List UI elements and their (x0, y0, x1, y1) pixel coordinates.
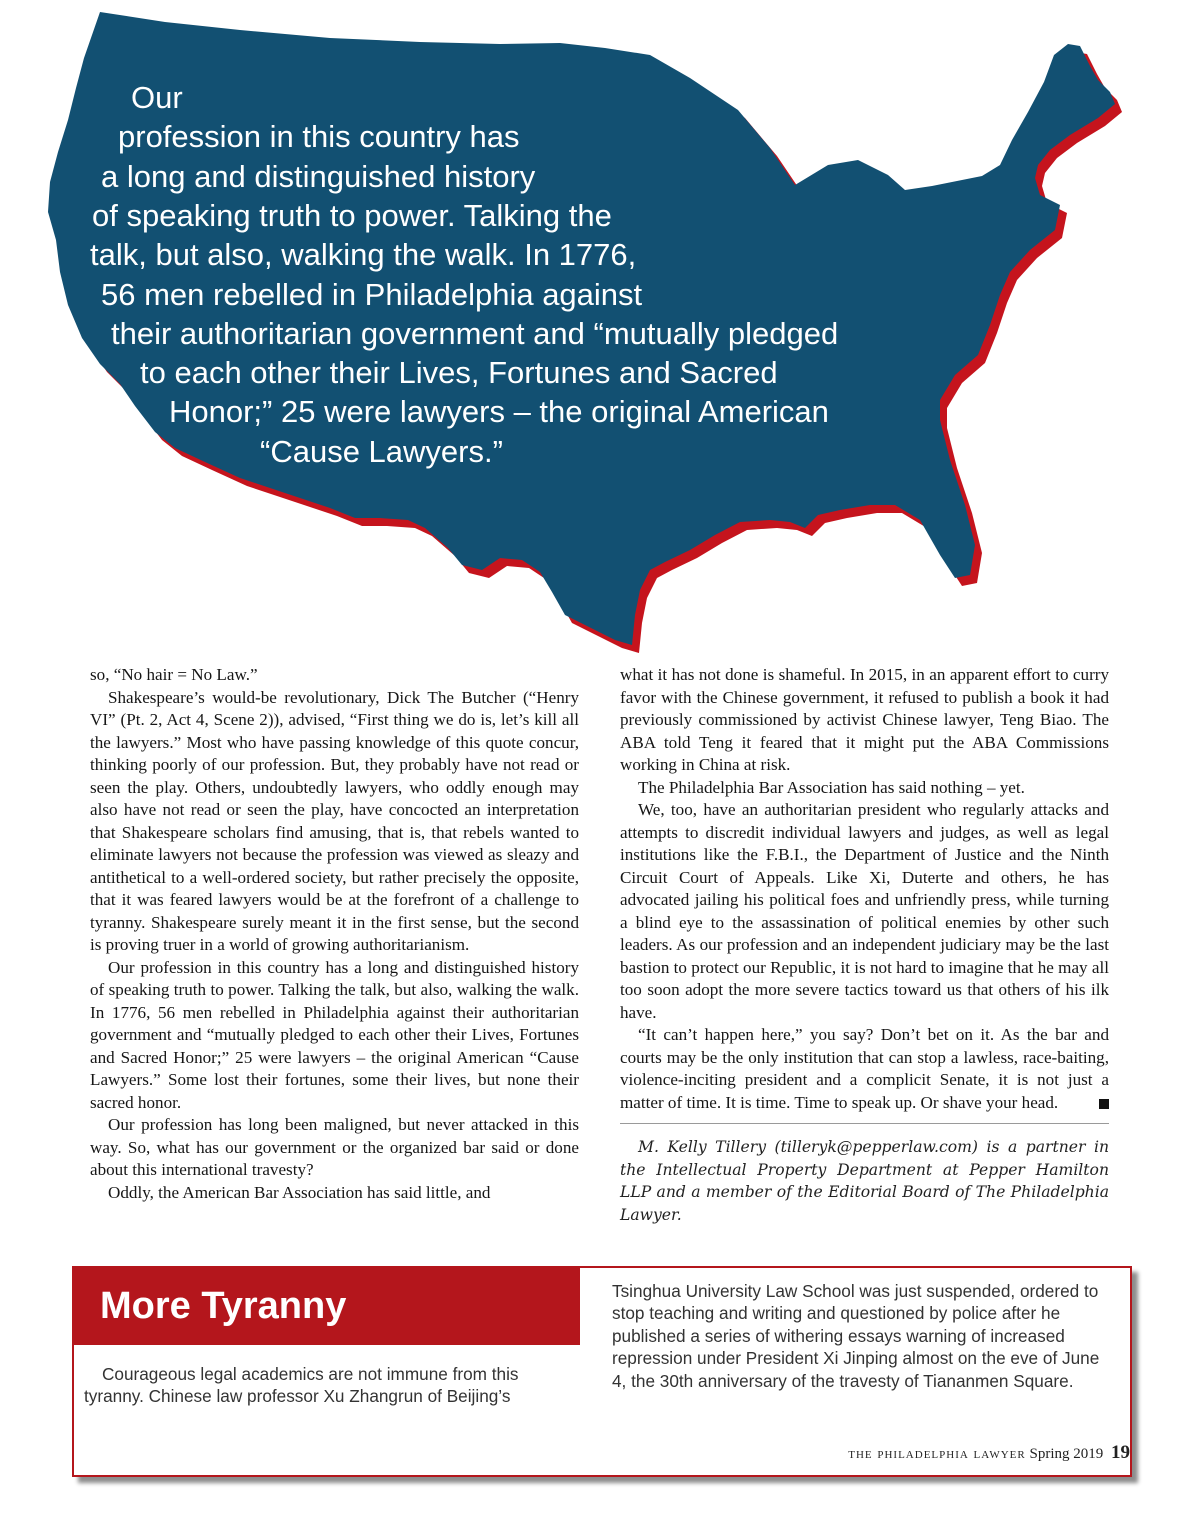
final-paragraph (620, 1024, 1109, 1114)
publication-name: the philadelphia lawyer (848, 1446, 1026, 1462)
end-mark-icon (1099, 1099, 1109, 1109)
pull-quote-line: their authoritarian government and “mutually pledged (111, 316, 839, 351)
author-bio: M. Kelly Tillery (tilleryk@pepperlaw.com) is a partner in the Intellectual Property Department at Pepper Hamilton LLP and a member of the Editorial Board of The Philadelphia Lawyer. (620, 1138, 1109, 1224)
sidebar-text-left: Courageous legal academics are not immune from this tyranny. Chinese law professor Xu Zhangrun of Beijing’s (84, 1364, 519, 1407)
body-paragraph: Our profession in this country has a long and distinguished history of speaking truth to power. Talking the talk, but also, walking the walk. In 1776, 56 men rebelled in Philadelphia against their authoritarian government and “mutually pledged to each other their Lives, Fortunes and Sacred Honor;” 25 were lawyers – the original American “Cause Lawyers.” Some lost their fortunes, some their lives, but none their sacred honor. (90, 957, 579, 1112)
body-paragraph: We, too, have an authoritarian president who regularly attacks and attempts to discredit individual lawyers and judges, as well as legal institutions like the F.B.I., the Department of Justice and the Ninth Circuit Court of Appeals. Like Xi, Duterte and others, he has advocated jailing his political foes and unfriendly press, while turning a blind eye to the assassination of political enemies by other such leaders. As our profession and an independent judiciary may be the last bastion to protect our Republic, it is not hard to imagine that he may all too soon adopt the more severe tactics toward us that others of his ilk have. (620, 800, 1109, 1022)
body-paragraph-text: “It can’t happen here,” you say? Don’t bet on it. As the bar and courts may be the only institution that can stop a lawless, race-baiting, violence-inciting president and a complicit Senate, it is not just a matter of time. It is time. Time to speak up. Or shave your head. (620, 1025, 1109, 1112)
pull-quote-line: “Cause Lawyers.” (260, 434, 503, 469)
issue-label: Spring 2019 (1029, 1446, 1104, 1462)
pull-quote-line: Our (131, 80, 183, 115)
pull-quote-line: a long and distinguished history (101, 159, 536, 194)
body-paragraph: Shakespeare’s would-be revolutionary, Dick The Butcher (“Henry VI” (Pt. 2, Act 4, Scene 2)), advised, “First thing we do is, let’s kill all the lawyers.” Most who have passing knowledge of this quote concur, thinking poorly of our profession. But, they probably have not read or seen the play. Others, undoubtedly lawyers, who oddly enough may also have not read or seen the play, have concocted an interpretation that Shakespeare scholars find amusing, that is, that rebels wanted to eliminate lawyers not because the profession was viewed as sleazy and antithetical to a well-ordered society, but rather precisely the opposite, that it was feared lawyers would be at the forefront of a challenge to tyranny. Shakespeare surely meant it in the first sense, but the second is proving truer in a world of growing authoritarianism. (90, 687, 579, 954)
pull-quote-line: of speaking truth to power. Talking the (92, 198, 612, 233)
pull-quote-line: 56 men rebelled in Philadelphia against (101, 277, 643, 312)
pull-quote-line: profession in this country has (118, 119, 520, 154)
sidebar-text-right: Tsinghua University Law School was just suspended, ordered to stop teaching and writing and questioned by police after he published a series of withering essays warning of increased repression under President Xi Jinping almost on the eve of June 4, the 30th anniversary of the travesty of Tiananmen Square. (612, 1281, 1100, 1391)
body-paragraph: what it has not done is shameful. In 2015, in an apparent effort to curry favor with the Chinese government, it refused to publish a book it had previously commissioned by activist Chinese lawyer, Teng Biao. The ABA told Teng it feared that it might put the ABA Commissions working in China at risk. (620, 665, 1109, 774)
article-column-right (620, 664, 1109, 1226)
body-paragraph: The Philadelphia Bar Association has said nothing – yet. (638, 777, 1025, 797)
body-paragraph: so, “No hair = No Law.” (90, 665, 258, 684)
sidebar-header (74, 1268, 580, 1345)
divider (620, 1123, 1109, 1124)
pull-quote-line: Honor;” 25 were lawyers – the original American (169, 394, 829, 429)
pull-quote-line: talk, but also, walking the walk. In 1776, (90, 237, 637, 272)
page-number: 19 (1111, 1442, 1130, 1463)
article-column-left (90, 664, 579, 1204)
body-paragraph: Oddly, the American Bar Association has said little, and (108, 1182, 491, 1202)
pull-quote-line: to each other their Lives, Fortunes and Sacred (140, 355, 778, 390)
sidebar-title: More Tyranny (100, 1285, 347, 1327)
body-paragraph: Our profession has long been maligned, but never attacked in this way. So, what has our government or the organized bar said or done about this international travesty? (90, 1115, 579, 1179)
page-footer (848, 1442, 1130, 1464)
